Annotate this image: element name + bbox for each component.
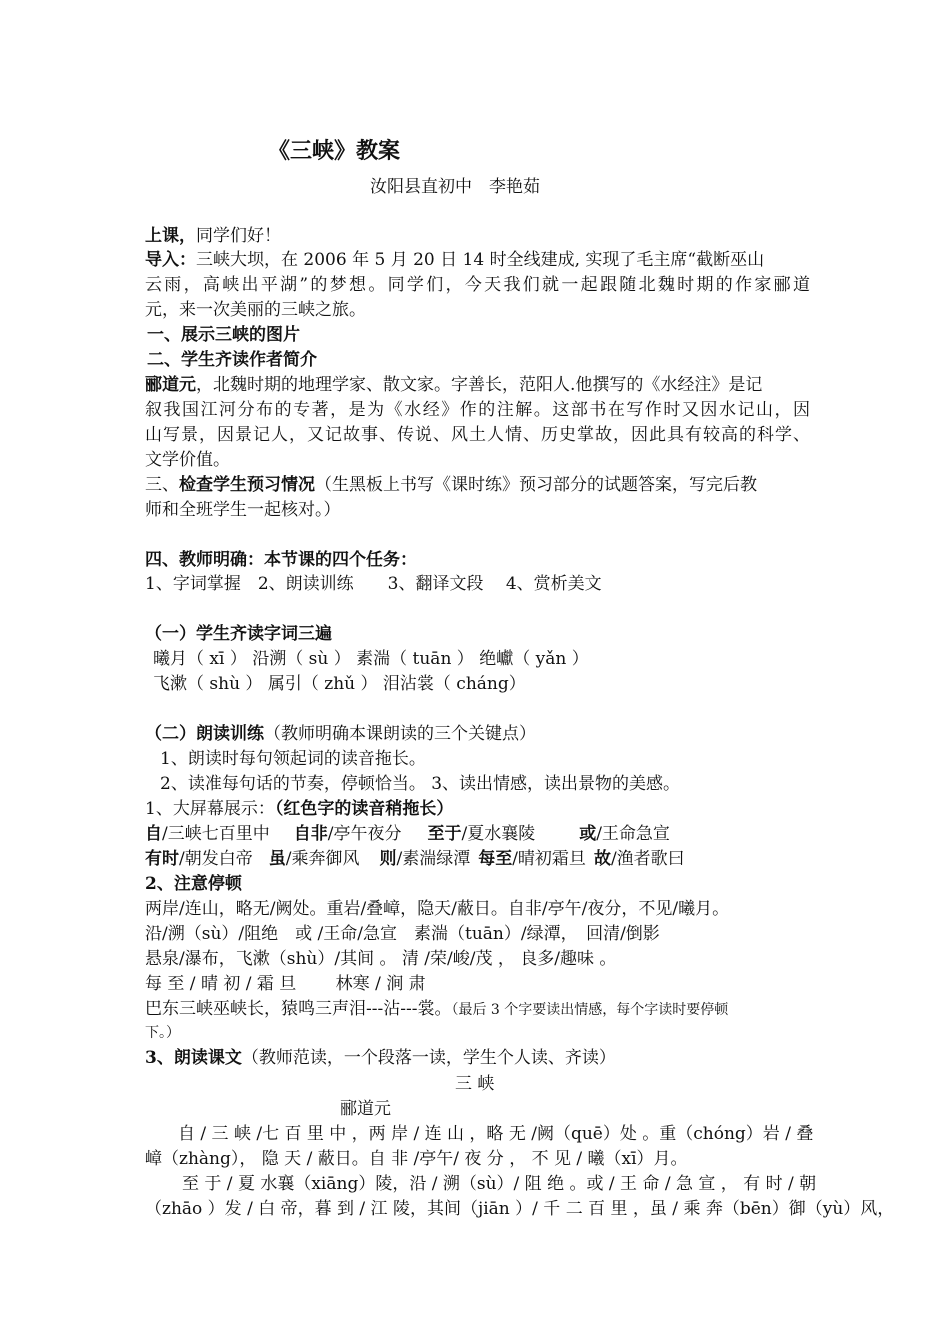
pause-heading (145, 872, 242, 896)
drag-word: 自非 (293, 824, 328, 844)
bio-line-2: 叙我国江河分布的专著，是为《水经》作的注解。这部书在写作时又因水记山，因 (145, 400, 810, 420)
drag-word: 至于 (427, 824, 462, 844)
text-line-4: （zhāo ）发 / 白 帝，暮 到 / 江 陵，其间（jiān ）/ 千 二 百 里 ，虽 / 乘 奔（bēn）御（yù）风， (145, 1199, 895, 1219)
section-1-heading (147, 323, 300, 347)
greeting-bold: 上课， (145, 226, 196, 246)
pause-verse: 巴东三峡巫峡长，猿鸣三声泪---沾---裳。 (145, 999, 452, 1019)
drag-word: 故 (593, 849, 611, 869)
drag-line-1 (145, 822, 670, 846)
intro-text-1: 三峡大坝，在 2006 年 5 月 20 日 14 时全线建成, 实现了毛主席“截断巫山 (196, 250, 765, 270)
intro-line-3: 元，来一次美丽的三峡之旅。 (145, 300, 366, 320)
pause-line-6: 下。） (145, 1025, 180, 1041)
section-3-rest: （生黑板上书写《课时练》预习部分的试题答案，写完后教 (315, 475, 757, 495)
pause-heading-text: 2、注意停顿 (145, 874, 242, 894)
text-line-3: 至 于 / 夏 水襄（xiāng）陵，沿 / 溯（sù）/ 阻 绝 。或 / 王 命 / 急 宣 ， 有 时 / 朝 (182, 1174, 817, 1194)
pause-line-4: 每 至 / 晴 初 / 霜 旦 林寒 / 涧 肃 (145, 974, 426, 994)
bio-text-1: ，北魏时期的地理学家、散文家。字善长，范阳人.他撰写的《水经注》是记 (196, 375, 763, 395)
pause-line-5 (145, 997, 728, 1021)
section-3-prefix: 三、 (145, 475, 179, 495)
drag-word: 虽 (268, 849, 286, 869)
drag-phrase: /王命急宣 (596, 824, 670, 844)
screen-line (145, 797, 453, 821)
drag-word: 每至 (478, 849, 513, 869)
drag-phrase: /晴初霜旦 (512, 849, 586, 869)
screen-bold: （红色字的读音稍拖长） (274, 799, 454, 819)
bio-name: 郦道元 (145, 375, 196, 395)
drag-phrase: /乘奔御风 (285, 849, 360, 869)
greeting-text: 同学们好！ (196, 226, 281, 246)
key-point-2: 2、读准每句话的节奏，停顿恰当。 3、读出情感，读出景物的美感。 (160, 774, 681, 794)
bio-line-4: 文学价值。 (145, 450, 230, 470)
section-4-text: 四、教师明确：本节课的四个任务： (145, 550, 417, 570)
section-3-bold: 检查学生预习情况 (179, 475, 315, 495)
sub-2-rest: （教师明确本课朗读的三个关键点） (264, 724, 536, 744)
drag-phrase: /素湍绿潭 (396, 849, 471, 869)
section-2-text: 二、学生齐读作者简介 (147, 350, 317, 370)
drag-word: 自 (145, 824, 162, 844)
intro-label: 导入： (145, 250, 196, 270)
text-title: 三 峡 (455, 1074, 495, 1094)
section-3-line-1 (145, 473, 757, 497)
document-title: 《三峡》教案 (268, 138, 401, 164)
section-2-heading (147, 348, 317, 372)
pause-note: （最后 3 个字要读出情感，每个字读时要停顿 (451, 1002, 729, 1018)
drag-phrase: /朝发白帝 (179, 849, 253, 869)
pause-line-1: 两岸/连山，略无/阙处。重岩/叠嶂，隐天/蔽日。自非/亭午/夜分，不见/曦月。 (145, 899, 730, 919)
drag-word: 有时 (145, 849, 179, 869)
author-line: 汝阳县直初中 李艳茹 (370, 177, 540, 197)
drag-phrase: /三峡七百里中 (162, 824, 270, 844)
words-line-2: 飞漱（ shù ） 属引（ zhǔ ） 泪沾裳（ cháng） (153, 674, 526, 694)
text-line-1: 自 / 三 峡 /七 百 里 中 ，两 岸 / 连 山 ，略 无 /阙（quē）处 。重（chóng）岩 / 叠 (178, 1124, 814, 1144)
intro-line-1 (145, 248, 764, 272)
words-line-1: 曦月（ xī ） 沿溯（ sù ） 素湍（ tuān ） 绝巘（ yǎn ） (153, 649, 589, 669)
pause-line-3: 悬泉/瀑布，飞漱（shù）/其间 。 清 /荣/峻/茂 ， 良多/趣味 。 (145, 949, 617, 969)
bio-line-3: 山写景，因景记人，又记故事、传说、风土人情、历史掌故，因此具有较高的科学、 (145, 425, 810, 445)
drag-phrase: /亭午夜分 (327, 824, 402, 844)
drag-word: 或 (579, 824, 597, 844)
read-bold: 3、朗读课文 (145, 1048, 242, 1068)
text-line-2: 嶂（zhàng）， 隐 天 / 蔽日。自 非 /亭午/ 夜 分 ， 不 见 / 曦（xī）月。 (145, 1149, 688, 1169)
sub-2-bold: （二）朗读训练 (145, 724, 264, 744)
key-point-1: 1、朗读时每句领起词的读音拖长。 (160, 749, 426, 769)
read-rest: （教师范读，一个段落一读，学生个人读、齐读） (241, 1048, 616, 1068)
section-3-line-2: 师和全班学生一起核对。） (145, 500, 341, 520)
text-author: 郦道元 (340, 1099, 391, 1119)
sub-2-heading (145, 722, 536, 746)
drag-word: 则 (379, 849, 397, 869)
sub-1-text: （一）学生齐读字词三遍 (145, 624, 332, 644)
section-1-text: 一、展示三峡的图片 (147, 325, 300, 345)
drag-phrase: /渔者歌曰 (610, 849, 685, 869)
sub-1-heading (145, 622, 332, 646)
intro-line-2: 云雨，高峡出平湖”的梦想。同学们，今天我们就一起跟随北魏时期的作家郦道 (145, 275, 810, 295)
greeting-line (145, 224, 281, 248)
screen-prefix: 1、大屏幕展示： (145, 799, 275, 819)
read-heading (145, 1046, 616, 1070)
tasks-line: 1、字词掌握 2、朗读训练 3、翻译文段 4、赏析美文 (145, 574, 602, 594)
bio-line-1 (145, 373, 762, 397)
drag-line-2 (145, 847, 685, 871)
drag-phrase: /夏水襄陵 (461, 824, 536, 844)
section-4-heading (145, 548, 417, 572)
pause-line-2: 沿/溯（sù）/阻绝 或 /王命/急宣 素湍（tuān）/绿潭， 回清/倒影 (145, 924, 660, 944)
